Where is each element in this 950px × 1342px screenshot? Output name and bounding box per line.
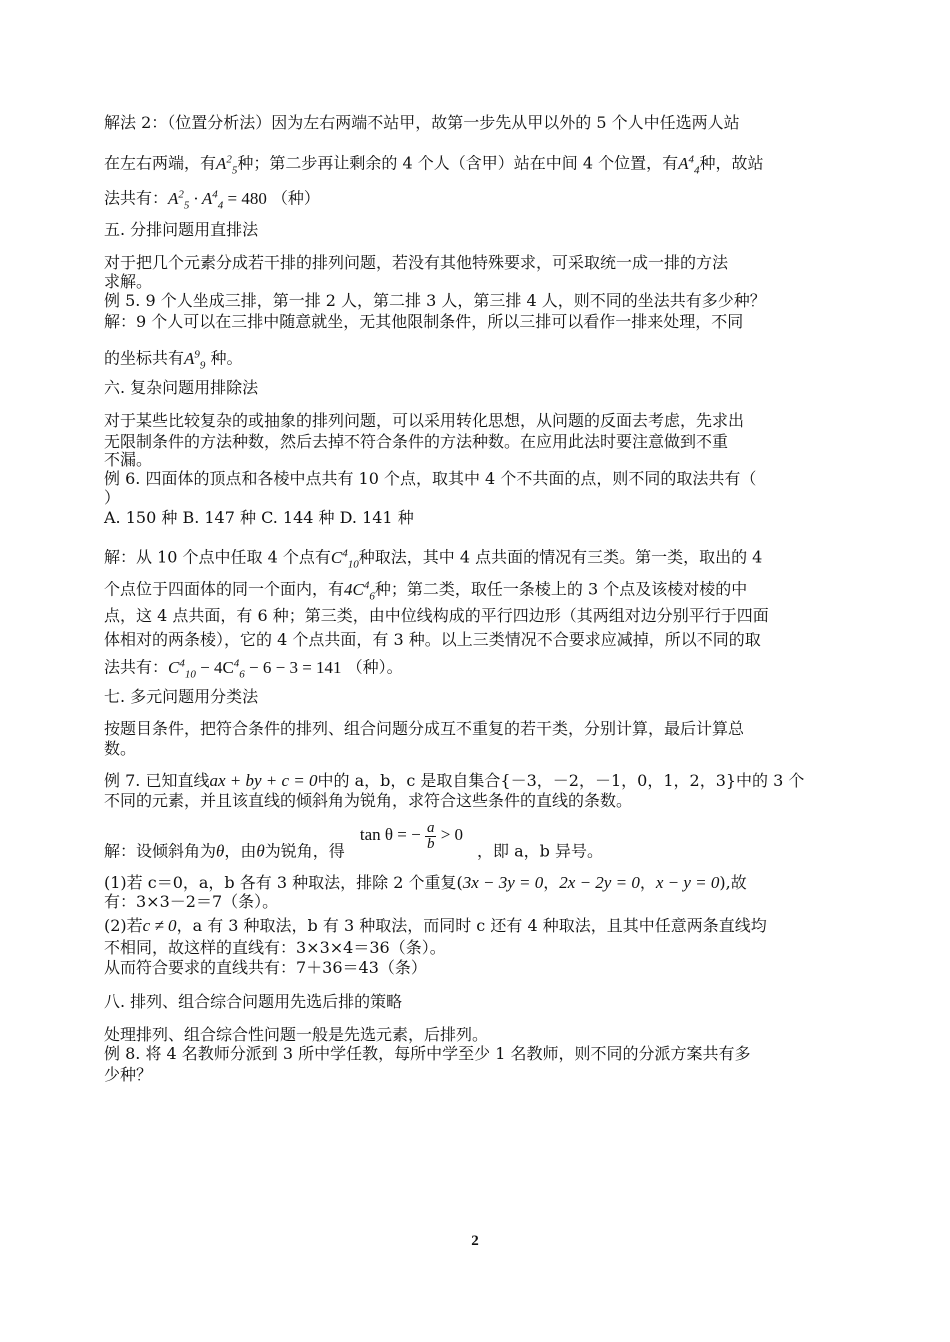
text-line: 数。 <box>104 739 137 758</box>
text-line: 例 5. 9 个人坐成三排，第一排 2 人，第二排 3 人，第三排 4 人，则不同的坐法共有多少种？ <box>104 291 766 310</box>
page-number: 2 <box>471 1233 479 1249</box>
text-line: 例 6. 四面体的顶点和各棱中点共有 10 个点，取其中 4 个不共面的点，则不同的取法共有（ <box>104 469 757 488</box>
text-line: 法共有：$C^4_{10} - 4C^4_6 - 6 - 3 = 141$ （种）。 <box>104 657 403 681</box>
text-line: 求解。 <box>104 272 153 291</box>
text-line: 从而符合要求的直线共有：7＋36＝43（条） <box>104 958 427 977</box>
fraction: $\frac{a}{b}$ <box>426 819 435 852</box>
text-line: 处理排列、组合综合性问题一般是先选元素，后排列。 <box>104 1025 489 1044</box>
text-line: 法共有：$A^2_5 \cdot A^4_4 = 480$ （种） <box>104 188 320 212</box>
math-answer-141: $C^4_{10} - 4C^4_6 - 6 - 3 = 141$ <box>168 657 342 681</box>
text-line: 的坐标共有$A^9_9$ 种。 <box>104 348 243 372</box>
text-line: 个点位于四面体的同一个面内，有$4C^4_6$种；第二类，取任一条棱上的 3 个点及该棱对棱的中 <box>104 579 748 603</box>
math-a99: $A^9_9$ <box>184 348 206 372</box>
math-a44: $A^4_4$ <box>678 153 700 177</box>
text-line: 点，这 4 点共面，有 6 种；第三类，由中位线构成的平行四边形（其两组对边分别平行于四面 <box>104 606 769 625</box>
text-line: (2)若c ≠ 0，a 有 3 种取法，b 有 3 种取法，而同时 c 还有 4 种取法，且其中任意两条直线均 <box>104 916 767 935</box>
section-heading: 六. 复杂问题用排除法 <box>104 378 259 397</box>
text-line: 对于把几个元素分成若干排的排列问题，若没有其他特殊要求，可采取统一成一排的方法 <box>104 253 729 272</box>
math-a52: $A^2_5$ <box>216 153 238 177</box>
math-eq3: x − y = 0 <box>655 873 720 892</box>
text-line: 有：3×3－2＝7（条）。 <box>104 892 279 911</box>
section-heading: 七. 多元问题用分类法 <box>104 687 259 706</box>
text-line: 解：9 个人可以在三排中随意就坐，无其他限制条件，所以三排可以看作一排来处理，不同 <box>104 312 744 331</box>
text-line: 不相同，故这样的直线有：3×3×4＝36（条）。 <box>104 938 446 957</box>
math-eq2: 2x − 2y = 0 <box>559 873 640 892</box>
text-line: 少种？ <box>104 1065 153 1084</box>
text-line: 无限制条件的方法种数，然后去掉不符合条件的方法种数。在应用此法时要注意做到不重 <box>104 432 729 451</box>
math-eq1: 3x − 3y = 0 <box>462 873 544 892</box>
text-line: 例 8. 将 4 名教师分派到 3 所中学任教，每所中学至少 1 名教师，则不同的分派方案共有多 <box>104 1044 751 1063</box>
math-4c64: $4C^4_6$ <box>344 579 375 603</box>
math-tan-inequality: tan θ = − $\frac{a}{b}$ > 0 <box>359 819 464 852</box>
math-c104: $C^4_{10}$ <box>330 547 359 571</box>
text-line: 解法 2：（位置分析法）因为左右两端不站甲，故第一步先从甲以外的 5 个人中任选两人站 <box>104 113 740 132</box>
text-line: A. 150 种 B. 147 种 C. 144 种 D. 141 种 <box>104 508 414 527</box>
text-line: 解：从 10 个点中任取 4 个点有$C^4_{10}$种取法，其中 4 点共面的情况有三类。第一类，取出的 4 <box>104 547 763 571</box>
math-a52-a44-eq: $A^2_5 \cdot A^4_4 = 480$ <box>168 188 267 212</box>
section-heading: 八. 排列、组合综合问题用先选后排的策略 <box>104 992 403 1011</box>
text-line: 例 7. 已知直线ax + by + c = 0中的 a，b，c 是取自集合{－3，－2，－1，0，1，2，3}中的 3 个 <box>104 771 805 790</box>
math-theta: θ <box>256 841 265 861</box>
text-line: 不同的元素，并且该直线的倾斜角为锐角，求符合这些条件的直线的条数。 <box>104 791 633 810</box>
text-line: 解：设倾斜角为θ，由θ为锐角，得 tan θ = − $\frac{a}{b}$ > 0，即 a，b 异号。 <box>104 819 604 861</box>
math-c-not-zero: c ≠ 0 <box>142 916 177 935</box>
text-line: 在左右两端，有$A^2_5$种；第二步再让剩余的 4 个人（含甲）站在中间 4 个位置，有$A^4_4$种，故站 <box>104 153 764 177</box>
text-line: 对于某些比较复杂的或抽象的排列问题，可以采用转化思想，从问题的反面去考虑，先求出 <box>104 411 745 430</box>
math-theta: θ <box>216 841 225 861</box>
text-line: 按题目条件，把符合条件的排列、组合问题分成互不重复的若干类，分别计算，最后计算总 <box>104 719 745 738</box>
text-line: 体相对的两条棱），它的 4 个点共面，有 3 种。以上三类情况不合要求应减掉，所以不同的取 <box>104 630 761 649</box>
math-line-equation: ax + by + c = 0 <box>209 771 318 790</box>
text-line: (1)若 c＝0，a，b 各有 3 种取法，排除 2 个重复(3x − 3y = 0，2x − 2y = 0，x − y = 0),故 <box>104 873 747 892</box>
section-heading: 五. 分排问题用直排法 <box>104 220 259 239</box>
text-line: 不漏。 <box>104 450 153 469</box>
text-line: ） <box>104 488 121 507</box>
